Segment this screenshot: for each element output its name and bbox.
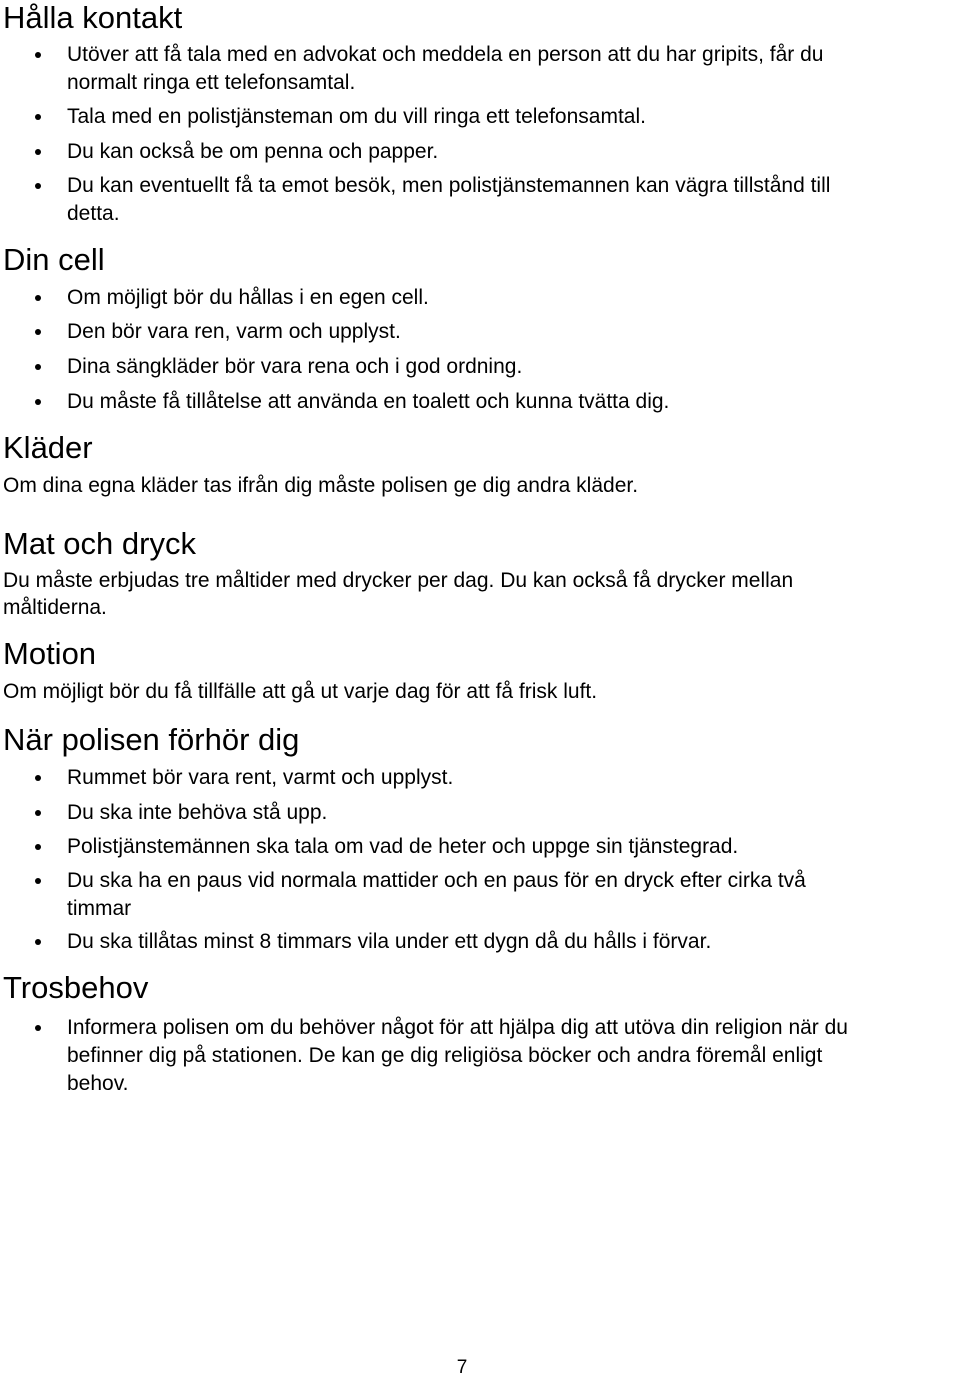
paragraph-mat-line: Du måste erbjudas tre måltider med drycker per dag. Du kan också få drycker mellan xyxy=(3,569,794,592)
bullet-icon xyxy=(35,844,41,850)
list-item-line: Dina sängkläder bör vara rena och i god ordning. xyxy=(67,355,523,378)
bullet-icon xyxy=(35,878,41,884)
heading-halla-kontakt: Hålla kontakt xyxy=(3,0,183,35)
list-item-line: detta. xyxy=(67,202,120,225)
list-item-line: behov. xyxy=(67,1072,129,1095)
bullet-icon xyxy=(35,810,41,816)
list-item-line: Utöver att få tala med en advokat och meddela en person att du har gripits, får du xyxy=(67,43,824,66)
list-item-line: Tala med en polistjänsteman om du vill ringa ett telefonsamtal. xyxy=(67,105,646,128)
bullet-icon xyxy=(35,329,41,335)
list-item-line: Om möjligt bör du hållas i en egen cell. xyxy=(67,286,429,309)
list-item-line: Du ska inte behöva stå upp. xyxy=(67,801,328,824)
paragraph-klader: Om dina egna kläder tas ifrån dig måste polisen ge dig andra kläder. xyxy=(3,474,639,497)
list-item-line: timmar xyxy=(67,897,132,920)
list-item-line: Rummet bör vara rent, varmt och upplyst. xyxy=(67,766,454,789)
bullet-icon xyxy=(35,399,41,405)
list-item-line: Du kan också be om penna och papper. xyxy=(67,140,439,163)
heading-forhor: När polisen förhör dig xyxy=(3,722,300,757)
bullet-icon xyxy=(35,939,41,945)
heading-motion: Motion xyxy=(3,636,97,671)
list-item-line: befinner dig på stationen. De kan ge dig religiösa böcker och andra föremål enligt xyxy=(67,1044,823,1067)
bullet-icon xyxy=(35,775,41,781)
paragraph-mat-line: måltiderna. xyxy=(3,596,107,619)
list-item-line: Du ska tillåtas minst 8 timmars vila under ett dygn då du hålls i förvar. xyxy=(67,930,712,953)
list-item-line: Den bör vara ren, varm och upplyst. xyxy=(67,320,401,343)
list-item-line: Du kan eventuellt få ta emot besök, men polistjänstemannen kan vägra tillstånd till xyxy=(67,174,831,197)
heading-din-cell: Din cell xyxy=(3,242,105,277)
list-item-line: Du ska ha en paus vid normala mattider och en paus för en dryck efter cirka två xyxy=(67,869,806,892)
bullet-icon xyxy=(35,364,41,370)
heading-trosbehov: Trosbehov xyxy=(3,970,149,1005)
bullet-icon xyxy=(35,295,41,301)
list-item-line: Du måste få tillåtelse att använda en toalett och kunna tvätta dig. xyxy=(67,390,670,413)
bullet-icon xyxy=(35,1025,41,1031)
list-item-line: Polistjänstemännen ska tala om vad de heter och uppge sin tjänstegrad. xyxy=(67,835,739,858)
bullet-icon xyxy=(35,114,41,120)
bullet-icon xyxy=(35,183,41,189)
heading-klader: Kläder xyxy=(3,430,93,465)
bullet-icon xyxy=(35,149,41,155)
heading-mat-och-dryck: Mat och dryck xyxy=(3,526,196,561)
paragraph-motion: Om möjligt bör du få tillfälle att gå ut varje dag för att få frisk luft. xyxy=(3,680,598,703)
bullet-icon xyxy=(35,52,41,58)
list-item-line: normalt ringa ett telefonsamtal. xyxy=(67,71,356,94)
list-item-line: Informera polisen om du behöver något för att hjälpa dig att utöva din religion när du xyxy=(67,1016,848,1039)
page-number: 7 xyxy=(456,1357,468,1378)
